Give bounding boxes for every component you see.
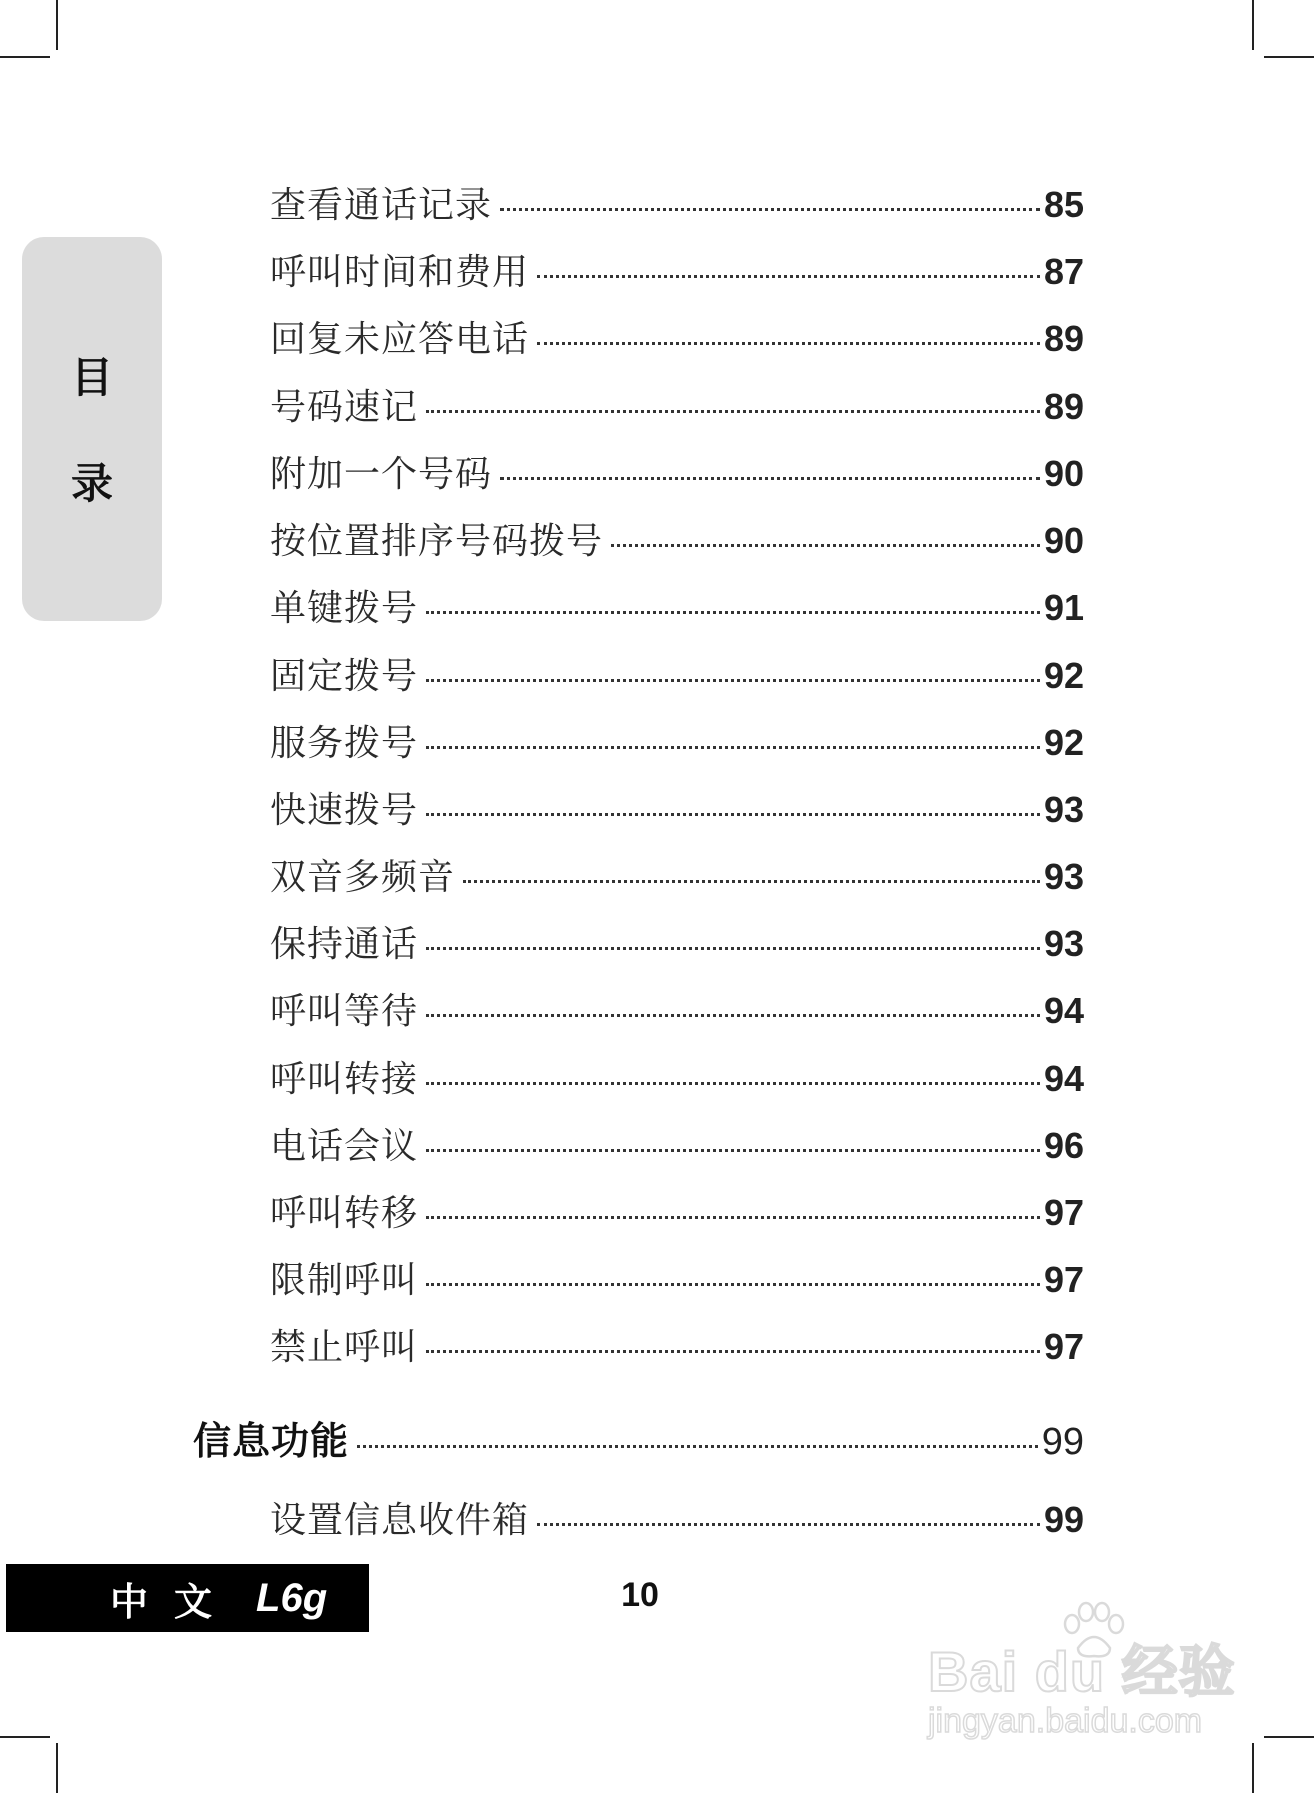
toc-entry[interactable] [270,849,1084,899]
dot-leader [537,342,1040,345]
toc-entry-title: 双音多频音 [270,857,456,898]
toc-entry[interactable] [270,1319,1084,1369]
toc-entry-page: 97 [1043,1192,1084,1233]
toc-entry-page: 90 [1043,520,1084,561]
dot-leader [537,1523,1040,1526]
toc-entry-title: 回复未应答电话 [270,319,530,360]
dot-leader [426,1283,1040,1286]
toc-entry[interactable] [270,715,1084,765]
toc-entry-page: 89 [1043,318,1084,359]
page-number: 10 [621,1576,659,1614]
crop-mark [56,0,58,50]
footer-language: 中文 [110,1579,239,1624]
toc-entry-title: 快速拨号 [270,790,419,831]
crop-mark [1252,1743,1254,1793]
side-tab-char: 录 [70,459,113,508]
toc-entry-title: 固定拨号 [270,656,419,697]
toc-entry-page: 93 [1043,856,1084,897]
watermark-logo: Bai du 经验 [928,1640,1236,1703]
footer-language-bar [6,1564,369,1632]
toc-entry-page: 92 [1043,722,1084,763]
toc-entry[interactable] [270,311,1084,361]
dot-leader [426,813,1040,816]
toc-entry-page: 91 [1043,587,1084,628]
contents-side-tab [22,237,162,621]
toc-entry[interactable] [270,1252,1084,1302]
toc-entry-page: 94 [1043,990,1084,1031]
dot-leader [463,880,1040,883]
toc-section-entry[interactable] [193,1410,1084,1463]
dot-leader [500,477,1040,480]
toc-entry-title: 电话会议 [270,1126,419,1167]
crop-mark [1252,0,1254,50]
side-tab-char: 目 [70,353,113,402]
toc-entry[interactable] [270,648,1084,698]
dot-leader [426,947,1040,950]
toc-entry-page: 92 [1043,655,1084,696]
crop-mark [1264,56,1314,58]
toc-entry-title: 呼叫转接 [270,1059,419,1100]
dot-leader [500,208,1040,211]
toc-entry[interactable] [270,379,1084,429]
toc-entry[interactable] [270,916,1084,966]
toc-entry[interactable] [270,1492,1084,1542]
toc-entry-page: 93 [1043,923,1084,964]
dot-leader [426,1350,1040,1353]
toc-entry[interactable] [270,513,1084,563]
toc-entry[interactable] [270,1051,1084,1101]
dot-leader [537,275,1040,278]
toc-entry[interactable] [270,244,1084,294]
toc-entry[interactable] [270,1118,1084,1168]
toc-section-title: 信息功能 [193,1419,350,1463]
toc-entry-page: 90 [1043,453,1084,494]
toc-entry[interactable] [270,177,1084,227]
toc-entry-page: 97 [1043,1326,1084,1367]
toc-entry-title: 号码速记 [270,387,419,428]
toc-entry[interactable] [270,1185,1084,1235]
toc-entry[interactable] [270,580,1084,630]
toc-entry-title: 禁止呼叫 [270,1327,419,1368]
toc-entry-page: 93 [1043,789,1084,830]
dot-leader [426,410,1040,413]
dot-leader [426,1082,1040,1085]
toc-entry-title: 设置信息收件箱 [270,1500,530,1541]
footer-model: L6g [256,1575,328,1620]
toc-entry-page: 87 [1043,251,1084,292]
dot-leader [426,1149,1040,1152]
crop-mark [1264,1736,1314,1738]
toc-entry[interactable] [270,782,1084,832]
toc-entry-title: 呼叫等待 [270,991,419,1032]
toc-entry-page: 99 [1043,1499,1084,1540]
toc-entry[interactable] [270,983,1084,1033]
toc-entry-title: 服务拨号 [270,723,419,764]
toc-entry-title: 查看通话记录 [270,185,493,226]
toc-entry-page: 96 [1043,1125,1084,1166]
toc-entry-title: 呼叫时间和费用 [270,252,530,293]
dot-leader [426,1216,1040,1219]
toc-entry[interactable] [270,446,1084,496]
dot-leader [426,746,1040,749]
dot-leader [611,544,1040,547]
dot-leader [426,1014,1040,1017]
toc-entry-title: 按位置排序号码拨号 [270,521,604,562]
toc-entry-page: 89 [1043,386,1084,427]
dot-leader [357,1445,1038,1448]
dot-leader [426,679,1040,682]
dot-leader [426,611,1040,614]
crop-mark [0,1736,50,1738]
toc-entry-page: 94 [1043,1058,1084,1099]
baidu-jingyan-watermark [928,1600,1268,1750]
toc-entry-title: 限制呼叫 [270,1260,419,1301]
crop-mark [0,56,50,58]
watermark-url: jingyan.baidu.com [928,1702,1203,1740]
toc-entry-title: 保持通话 [270,924,419,965]
toc-entry-page: 85 [1043,184,1084,225]
toc-entry-title: 附加一个号码 [270,454,493,495]
toc-entry-title: 呼叫转移 [270,1193,419,1234]
toc-entry-title: 单键拨号 [270,588,419,629]
toc-section-page: 99 [1041,1421,1084,1463]
toc-entry-page: 97 [1043,1259,1084,1300]
crop-mark [56,1743,58,1793]
